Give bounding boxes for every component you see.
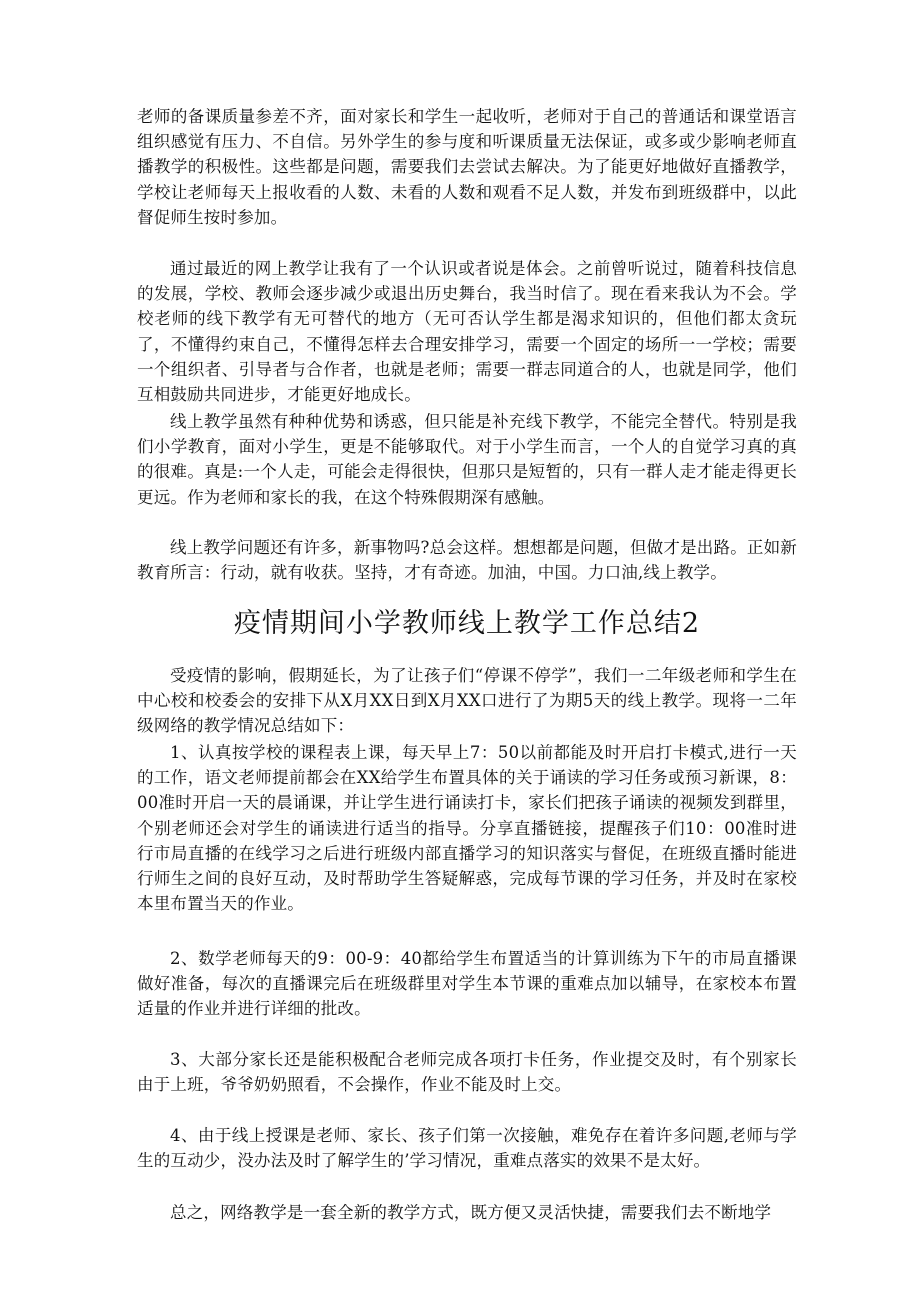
- paragraph-online-vs-offline: 线上教学虽然有种种优势和诱惑，但只能是补充线下教学，不能完全替代。特别是我们小学教育，面对小学生，更是不能够取代。对于小学生而言，一个人的自觉学习真的真的很难。真是:一个人走，可能会走得很快，但那只是短暂的，只有一群人走才能走得更长更远。作为老师和家长的我，在这个特殊假期深有感触。: [137, 412, 797, 507]
- paragraph-summary: 总之，网络教学是一套全新的教学方式，既方便又灵活快捷，需要我们去不断地学: [170, 1203, 772, 1222]
- paragraph-continued: 老师的备课质量参差不齐，面对家长和学生一起收听，老师对于自己的普通话和课堂语言组织感觉有压力、不自信。另外学生的参与度和听课质量无法保证，或多或少影响老师直播教学的积极性。这些都是问题，需要我们去尝试去解决。为了能更好地做好直播教学，学校让老师每天上报收看的人数、未看的人数和观看不足人数，并发布到班级群中，以此督促师生按时参加。: [137, 107, 797, 227]
- paragraph-item-1: 1、认真按学校的课程表上课，每天早上7：50以前都能及时开启打卡模式,进行一天的工作，语文老师提前都会在XX给学生布置具体的关于诵读的学习任务或预习新课，8：00准时开启一天的晨诵课，并让学生进行诵读打卡，家长们把孩子诵读的视频发到群里，个别老师还会对学生的诵读进行适当的指导。分享直播链接，提醒孩子们10：00准时进行市局直播的在线学习之后进行班级内部直播学习的知识落实与督促，在班级直播时能进行师生之间的良好互动，及时帮助学生答疑解惑，完成每节课的学习任务，并及时在家校本里布置当天的作业。: [137, 743, 797, 914]
- paragraph-intro: 受疫情的影响，假期延长，为了让孩子们“停课不停学”，我们一二年级老师和学生在中心校和校委会的安排下从X月XX日到X月XX口进行了为期5天的线上教学。现将一二年级网络的教学情况总结如下：: [137, 666, 797, 736]
- section-title: 疫情期间小学教师线上教学工作总结2: [233, 608, 701, 639]
- paragraph-item-2: 2、数学老师每天的9：00-9：40都给学生布置适当的计算训练为下午的市局直播课做好准备，每次的直播课完后在班级群里对学生本节课的重难点加以辅导，在家校本布置适量的作业并进行详细的批改。: [137, 949, 797, 1019]
- paragraph-item-4: 4、由于线上授课是老师、家长、孩子们第一次接触，难免存在着许多问题,老师与学生的互动少，没办法及时了解学生的’学习情况，重难点落实的效果不是太好。: [137, 1126, 797, 1171]
- paragraph-closing-remarks: 线上教学问题还有许多，新事物吗?总会这样。想想都是问题，但做才是出路。正如新教育所言：行动，就有收获。坚持，才有奇迹。加油，中国。力口油,线上教学。: [137, 538, 797, 583]
- paragraph-item-3: 3、大部分家长还是能积极配合老师完成各项打卡任务，作业提交及时，有个别家长由于上班，爷爷奶奶照看，不会操作，作业不能及时上交。: [137, 1050, 797, 1095]
- paragraph-online-teaching-reflection: 通过最近的网上教学让我有了一个认识或者说是体会。之前曾听说过，随着科技信息的发展，学校、教师会逐步减少或退出历史舞台，我当时信了。现在看来我认为不会。学校老师的线下教学有无可替代的地方（无可否认学生都是渴求知识的，但他们都太贪玩了，不懂得约束自己，不懂得怎样去合理安排学习，需要一个固定的场所一一学校；需要一个组织者、引导者与合作者，也就是老师；需要一群志同道合的人，也就是同学，他们互相鼓励共同进步，才能更好地成长。: [137, 259, 797, 405]
